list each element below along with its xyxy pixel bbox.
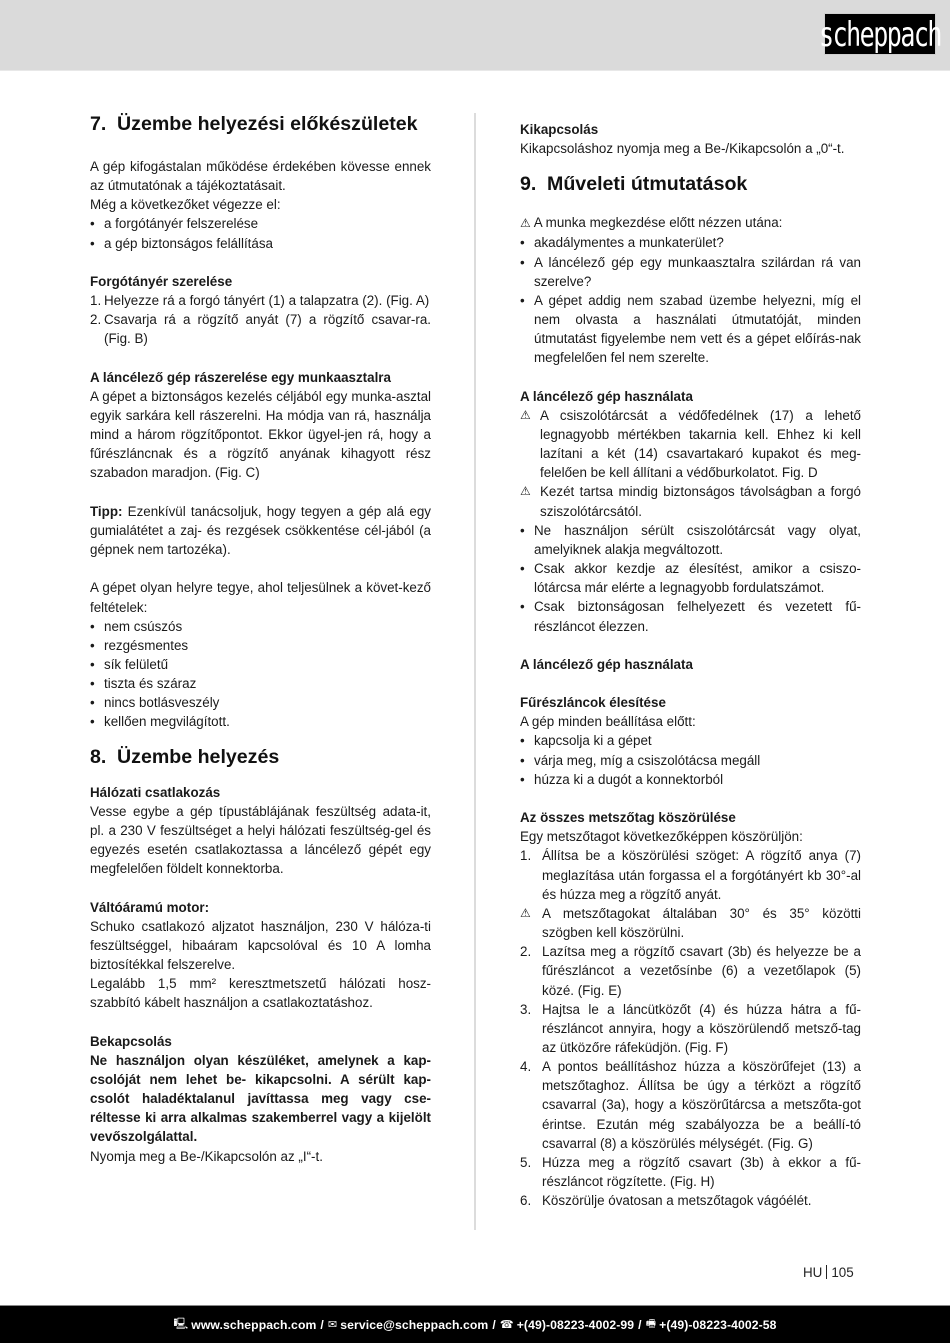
fax-icon: 🖷	[645, 1318, 657, 1330]
list-item: • Csak akkor kezdje az élesítést, amikor a csiszo-lótárcsa már elérte a legnagyobb fordulatszámot.	[520, 559, 861, 597]
list-item: • várja meg, míg a csiszolótácsa megáll	[520, 751, 861, 770]
list-item: • a forgótányér felszerelése	[90, 214, 431, 233]
section-7-heading: 7. Üzembe helyezési előkészületek	[90, 113, 418, 135]
warning-icon: ⚠	[520, 905, 531, 920]
subheading-motor: Váltóáramú motor:	[90, 899, 210, 915]
list-item: 5. Húzza meg a rögzítő csavart (3b) à ekkor a fű-részláncot rögzítette. (Fig. H)	[520, 1154, 861, 1190]
grind-steps	[520, 846, 861, 903]
list-item: • nincs botlásveszély	[90, 693, 431, 712]
grind-intro: Egy metszőtagot következőképpen köszörüljön:	[520, 829, 803, 845]
list-item: • húzza ki a dugót a konnektorból	[520, 770, 861, 789]
warning-icon: ⚠	[520, 216, 531, 231]
list-item: • sík felületű	[90, 655, 431, 674]
subheading-mount: A láncélező gép rászerelése egy munkaasztalra	[90, 369, 391, 385]
sharpen-list	[520, 731, 861, 788]
network-text: Vesse egybe a gép típustáblájának feszültség adata-it, pl. a 230 V feszültséget a helyi hálózati feszültség-gel és egyezés esetén csatlakoztassa a láncélező gépét egy megfelelően földelt konnektorba.	[90, 803, 431, 877]
subheading-power-off: Kikapcsolás	[520, 122, 599, 137]
list-item: 1. Helyezze rá a forgó tányért (1) a talapzatra (2). (Fig. A)	[90, 293, 430, 309]
power-off-text: Kikapcsoláshoz nyomja meg a Be-/Kikapcsolón a „0“-t.	[520, 141, 845, 157]
power-on-warning: Ne használjon olyan készüléket, amelynek a kap-csolóját nem lehet be- kikapcsolni. A sérült kap-csolót haladéktalanul javíttassa meg vagy cse-réltesse ki arra alkalmas szakemberrel vagy a kijelölt vevőszolgálattal.	[90, 1052, 431, 1145]
list-item: • rezgésmentes	[90, 636, 431, 655]
subheading-usage: A láncélező gép használata	[520, 388, 693, 404]
usage-list	[520, 521, 861, 636]
header-bar	[0, 0, 950, 71]
list-item: 3. Hajtsa le a láncütközőt (4) és húzza hátra a fű-részláncot annyira, hogy a köszörülendő metsző-tag az ütközőre ráfeküdjön. (Fig. F)	[520, 1001, 861, 1055]
list-item: • a gép biztonságos felállítása	[90, 234, 431, 253]
subheading-network: Hálózati csatlakozás	[90, 784, 221, 800]
list-item: • nem csúszós	[90, 617, 431, 636]
power-on-text: Nyomja meg a Be-/Kikapcsolón az „I“-t.	[90, 1148, 323, 1164]
list-item: 2. Lazítsa meg a rögzítő csavart (3b) és helyezze be a fűrészláncot a vezetősínbe (6) a vezetőlapok (5) közé. (Fig. E)	[520, 944, 861, 998]
subheading-power-on: Bekapcsolás	[90, 1033, 172, 1049]
grind-steps-cont	[520, 942, 861, 1210]
section-9-heading: 9. Műveleti útmutatások	[520, 173, 748, 196]
warning-icon: ⚠	[520, 484, 531, 499]
list-item: • kapcsolja ki a gépet	[520, 731, 861, 750]
website-link[interactable]: www.scheppach.com	[191, 1317, 317, 1332]
subheading-forgotanyer: Forgótányér szerelése	[90, 273, 233, 289]
motor-text: Schuko csatlakozó aljzatot használjon, 230 V hálóza-ti feszültséggel, hibaáram kapcsolóval és 10 A lomha biztosítékkal felszerelve.	[90, 918, 431, 973]
list-item: • Csak biztonságosan felhelyezett és vezetett fű-részláncot élezzen.	[520, 597, 861, 635]
phone-number: +(49)-08223-4002-99	[516, 1317, 635, 1332]
intro-text: A gép kifogástalan működése érdekében kövesse ennek az útmutatónak a tájékoztatásait.	[90, 159, 431, 194]
forgotanyer-steps	[90, 291, 431, 348]
subheading-usage-2: A láncélező gép használata	[520, 656, 693, 672]
list-item: 1. Állítsa be a köszörülési szöget: A rögzítő anya (7) meglazítása után forgassa el a forgótányért kb 30°-al és húzza meg a rögzítő anyát.	[520, 848, 861, 902]
email-icon: ✉	[327, 1319, 338, 1331]
footer-bar: 🖳 www.scheppach.com / ✉ service@scheppach.com / ☎ +(49)-08223-4002-99 / 🖷 +(49)-08223-4002-58	[0, 1305, 950, 1343]
list-item: 4. A pontos beállításhoz húzza a köszörűfejet (13) a metszőtaghoz. Állítsa be úgy a térközt a rögzítő csavarral (3a), hogy a köszörűtárcsa a metszőta-got érintse. Ezután még szabályozza be a beállí-tó csavarral (8) a köszörülés mélységét. (Fig. G)	[520, 1059, 861, 1151]
list-item: • A láncélező gép egy munkaasztalra szilárdan rá van szerelve?	[520, 253, 861, 291]
list-item: 6. Köszörülje óvatosan a metszőtagok vágóélét.	[520, 1193, 812, 1209]
list-item: • Ne használjon sérült csiszolótárcsát vagy olyat, amelyiknek alakja megváltozott.	[520, 521, 861, 559]
scheppach-logo: scheppach	[819, 14, 941, 54]
mount-text: A gépet a biztonságos kezelés céljából egy munka-asztal egyik sarkára kell rászerelni. Ha módja van rá, használja mind a három rögzítőpontot. Ekkor ügyel-jen rá, hogy a fűrészláncnak és a rögzítő anyának kihagyott rész szabadon maradjon. (Fig. C)	[90, 388, 431, 481]
phone-icon: ☎	[499, 1319, 514, 1331]
sharpen-intro: A gép minden beállítása előtt:	[520, 714, 696, 730]
tip-label: Tipp:	[90, 503, 123, 519]
list-item: • A gépet addig nem szabad üzembe helyezni, míg el nem olvasta a használati útmutatóját, minden útmutatást figyelembe nem vett és a gépet előírás-nak megfelelően fel nem szerelte.	[520, 291, 861, 368]
cable-text: Legalább 1,5 mm² keresztmetszetű hálózati hosz-szabbító kábelt használjon a csatlakoztatáshoz.	[90, 976, 431, 1011]
list-item: 2. Csavarja rá a rögzítő anyát (7) a rögzítő csavar-ra. (Fig. B)	[90, 312, 431, 347]
warning-hands: ⚠ Kezét tartsa mindig biztonságos távolságban a forgó sziszolótárcsától.	[520, 484, 861, 519]
todo-list	[90, 214, 431, 252]
email-link[interactable]: service@scheppach.com	[340, 1317, 489, 1332]
column-divider	[474, 113, 476, 1230]
warning-icon: ⚠	[520, 407, 531, 422]
section-8-heading: 8. Üzembe helyezés	[90, 745, 280, 768]
list-item: • tiszta és száraz	[90, 674, 431, 693]
computer-icon: 🖳	[173, 1318, 189, 1330]
checks-list	[520, 233, 861, 367]
todo-label: Még a következőket végezze el:	[90, 197, 281, 213]
warning-guard: ⚠ A csiszolótárcsát a védőfedélnek (17) a lehető legnagyobb mértékben takarnia kell. Ehhez ki kell lazítani a két (14) csavartakaró kupakot és meg-felelően be kell állítani a védőburkolatot. Fig. D	[520, 407, 861, 481]
fax-number: +(49)-08223-4002-58	[659, 1317, 777, 1332]
check-intro: ⚠ A munka megkezdése előtt nézzen utána:	[520, 215, 783, 231]
conditions-list	[90, 617, 431, 732]
right-column	[520, 120, 861, 1210]
placement-text: A gépet olyan helyre tegye, ahol teljesülnek a követ-kező feltételek:	[90, 580, 431, 615]
subheading-grinding: Az összes metszőtag köszörülése	[520, 810, 736, 826]
list-item: • akadálymentes a munkaterület?	[520, 233, 861, 252]
page-number: HU 105	[803, 1265, 854, 1280]
subheading-sharpening: Fűrészláncok élesítése	[520, 695, 666, 711]
warning-angle: ⚠ A metszőtagokat általában 30° és 35° közötti szögben kell köszörülni.	[520, 905, 861, 941]
tip-paragraph: Tipp: Ezenkívül tanácsoljuk, hogy tegyen a gép alá egy gumialátétet a zaj- és rezgések csökkentése cél-jából (a gépnek nem tartozéka).	[90, 503, 431, 558]
list-item: • kellően megvilágított.	[90, 712, 431, 731]
left-column	[90, 112, 431, 1166]
